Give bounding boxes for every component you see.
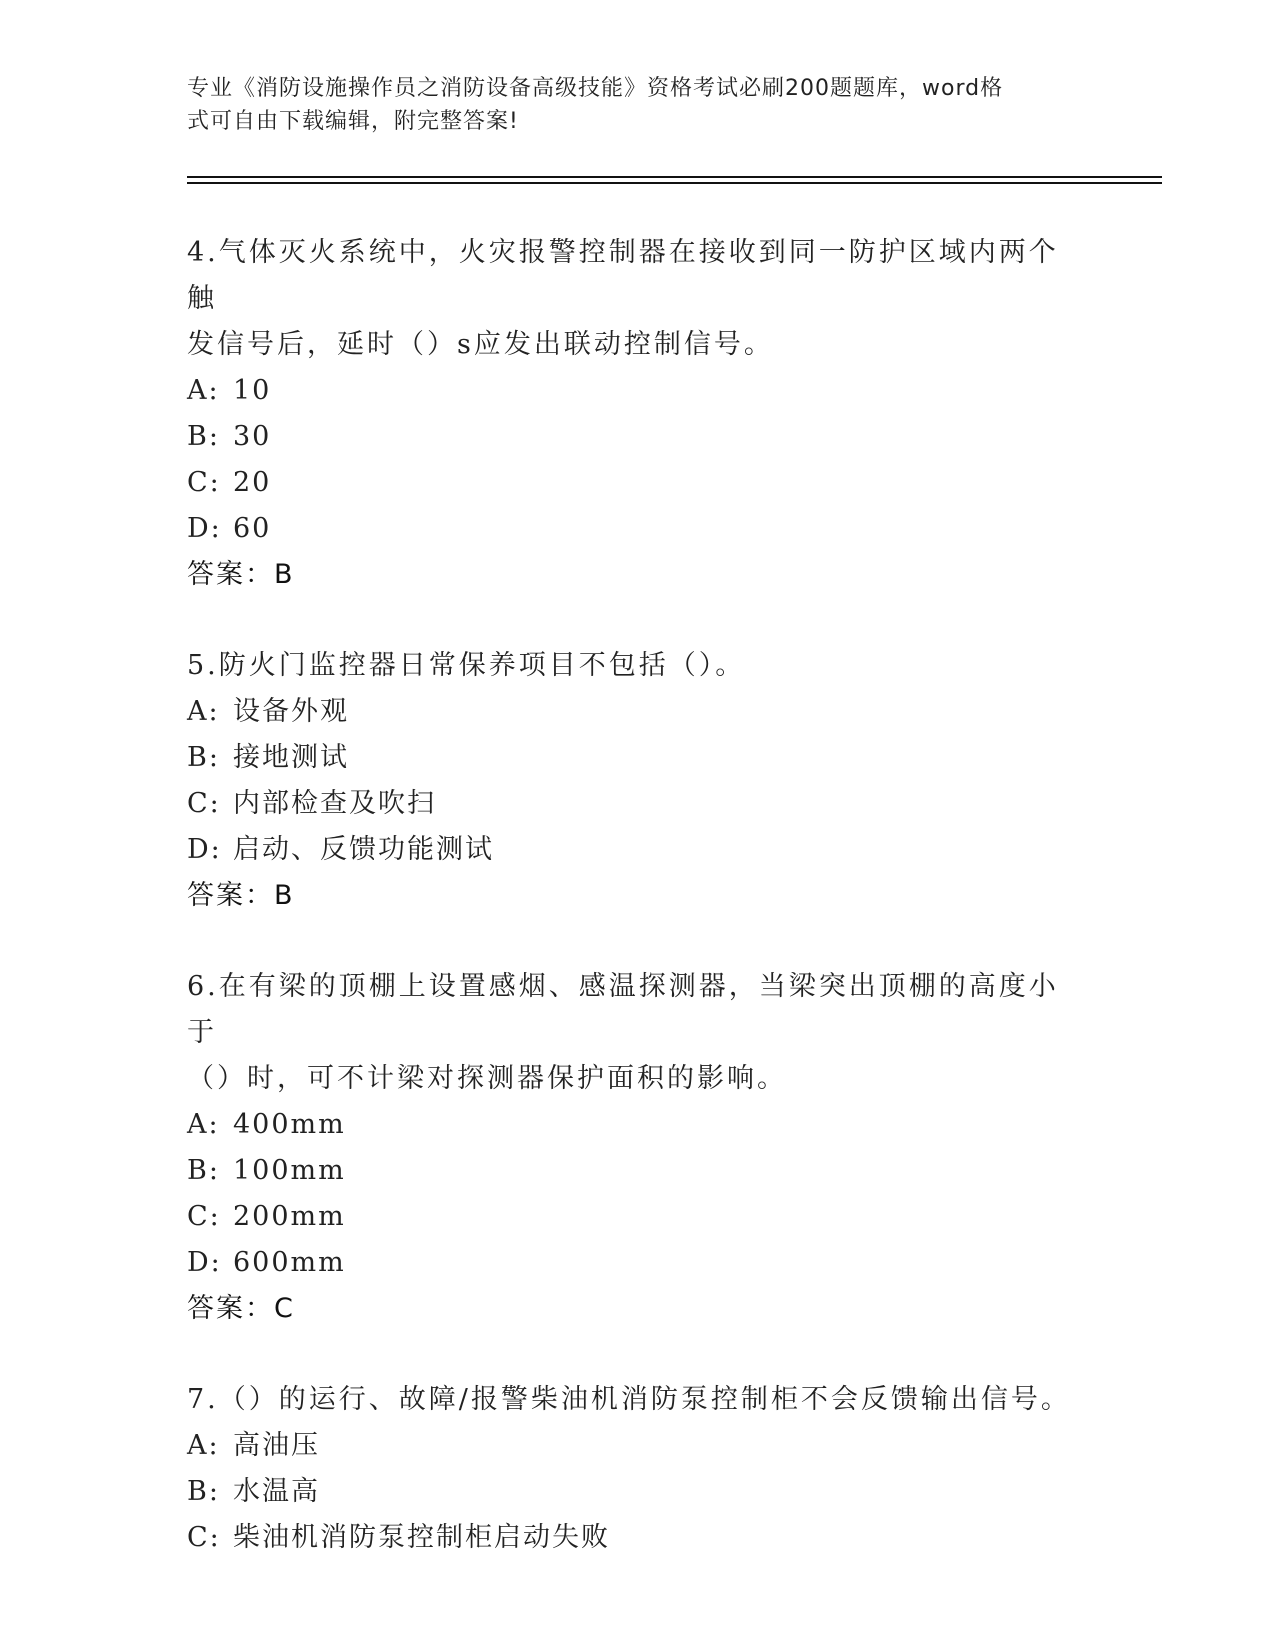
- header-divider: [187, 182, 1162, 184]
- option-key: B:: [187, 421, 220, 452]
- option-text: 10: [233, 375, 272, 406]
- option-key: C:: [187, 467, 221, 498]
- question-item: [187, 230, 1087, 598]
- option-text: 内部检查及吹扫: [233, 788, 436, 819]
- option-key: B:: [187, 1476, 220, 1507]
- answer-option: [187, 827, 1087, 873]
- option-text: 100mm: [233, 1155, 346, 1186]
- option-key: A:: [187, 375, 220, 406]
- option-text: 启动、反馈功能测试: [233, 834, 494, 865]
- answer-option: [187, 1469, 1087, 1515]
- option-key: C:: [187, 1522, 221, 1553]
- option-text: 20: [233, 467, 272, 498]
- option-key: A:: [187, 1430, 220, 1461]
- option-text: 接地测试: [233, 742, 349, 773]
- option-text: 高油压: [233, 1430, 320, 1461]
- question-stem: [187, 1377, 1087, 1423]
- question-stem-line: 4.气体灭火系统中，火灾报警控制器在接收到同一防护区域内两个触: [187, 237, 1059, 314]
- option-text: 水温高: [233, 1476, 320, 1507]
- answer-option: [187, 506, 1087, 552]
- document-header: [187, 72, 1067, 138]
- answer-option: [187, 1102, 1087, 1148]
- option-key: A:: [187, 696, 220, 727]
- answer-option: [187, 1515, 1087, 1561]
- option-key: C:: [187, 788, 221, 819]
- option-text: 600mm: [233, 1247, 346, 1278]
- question-answer: 答案：B: [187, 559, 295, 590]
- question-item: [187, 643, 1087, 919]
- option-key: D:: [187, 1247, 222, 1278]
- answer-option: [187, 1148, 1087, 1194]
- header-line: 式可自由下载编辑，附完整答案!: [187, 109, 519, 134]
- answer-option: [187, 414, 1087, 460]
- question-stem: [187, 230, 1087, 368]
- option-text: 60: [233, 513, 272, 544]
- question-item: [187, 964, 1087, 1332]
- option-key: D:: [187, 513, 222, 544]
- question-item: [187, 1377, 1087, 1561]
- question-stem-line: （）时，可不计梁对探测器保护面积的影响。: [187, 1063, 787, 1094]
- option-key: B:: [187, 742, 220, 773]
- question-list: [187, 230, 1087, 1606]
- option-text: 400mm: [233, 1109, 346, 1140]
- option-text: 设备外观: [233, 696, 349, 727]
- option-text: 30: [233, 421, 272, 452]
- answer-option: [187, 1423, 1087, 1469]
- answer-option: [187, 735, 1087, 781]
- answer-option: [187, 1240, 1087, 1286]
- option-key: A:: [187, 1109, 220, 1140]
- answer-option: [187, 1194, 1087, 1240]
- option-text: 200mm: [233, 1201, 346, 1232]
- question-answer: 答案：C: [187, 1293, 295, 1324]
- question-stem-line: 7.（）的运行、故障/报警柴油机消防泵控制柜不会反馈输出信号。: [187, 1384, 1071, 1415]
- option-text: 柴油机消防泵控制柜启动失败: [233, 1522, 610, 1553]
- header-line: 专业《消防设施操作员之消防设备高级技能》资格考试必刷200题题库，word格: [187, 76, 1004, 101]
- header-divider: [187, 176, 1162, 178]
- answer-option: [187, 368, 1087, 414]
- question-stem-line: 6.在有梁的顶棚上设置感烟、感温探测器，当梁突出顶棚的高度小于: [187, 971, 1059, 1048]
- question-stem-line: 发信号后，延时（）s应发出联动控制信号。: [187, 329, 774, 360]
- question-answer: 答案：B: [187, 880, 295, 911]
- question-stem: [187, 643, 1087, 689]
- answer-option: [187, 460, 1087, 506]
- answer-option: [187, 689, 1087, 735]
- question-stem-line: 5.防火门监控器日常保养项目不包括（）。: [187, 650, 746, 681]
- question-stem: [187, 964, 1087, 1102]
- answer-option: [187, 781, 1087, 827]
- option-key: D:: [187, 834, 222, 865]
- option-key: C:: [187, 1201, 221, 1232]
- option-key: B:: [187, 1155, 220, 1186]
